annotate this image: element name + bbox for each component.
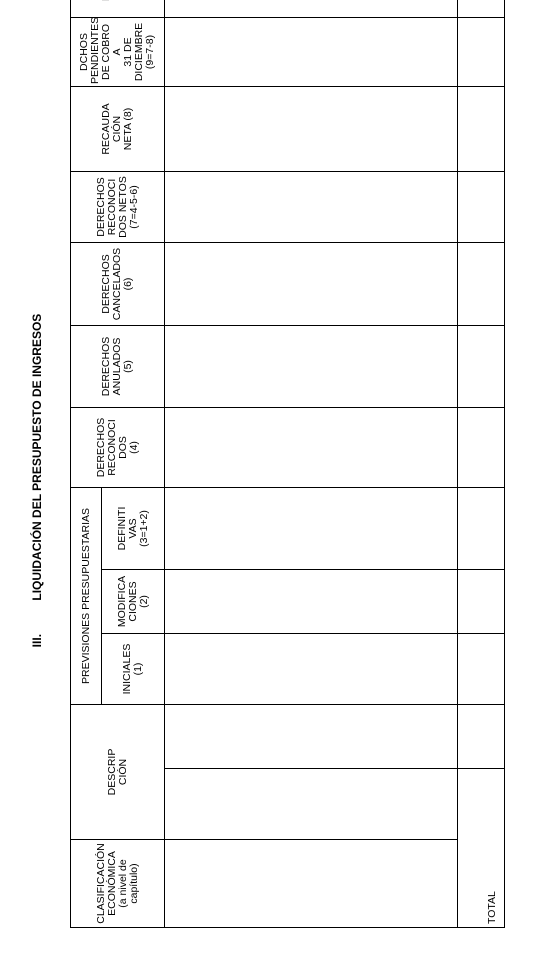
header-definitivas: DEFINITI VAS (3=1+2) bbox=[102, 488, 165, 570]
header-reconocidos-netos: DERECHOS RECONOCI DOS NETOS (7=4-5-6) bbox=[71, 172, 165, 243]
total-label: TOTAL bbox=[458, 769, 505, 928]
total-anulados bbox=[458, 326, 505, 408]
ingresos-table bbox=[70, 0, 505, 928]
header-anulados: DERECHOS ANULADOS (5) bbox=[71, 326, 165, 408]
cell-cancelados bbox=[165, 243, 458, 326]
total-recaudacion bbox=[458, 87, 505, 172]
header-clasificacion: CLASIFICACIÓN ECONÓMICA (a nivel de capítulo) bbox=[71, 840, 165, 928]
cell-pendientes bbox=[165, 18, 458, 87]
total-cancelados bbox=[458, 243, 505, 326]
cell-clasificacion bbox=[165, 840, 458, 928]
cell-exceso bbox=[165, 0, 458, 18]
header-exceso bbox=[71, 0, 165, 18]
cell-descripcion-extra bbox=[165, 705, 458, 769]
header-modificaciones: MODIFICA CIONES (2) bbox=[102, 570, 165, 634]
cell-iniciales bbox=[165, 634, 458, 705]
header-recaudacion: RECAUDA CIÓN NETA (8) bbox=[71, 87, 165, 172]
cell-descripcion bbox=[165, 769, 458, 840]
total-row bbox=[458, 0, 505, 928]
table-body-row bbox=[165, 0, 458, 928]
header-pendientes: DCHOS PENDIENTES DE COBRO A 31 DE DICIEMBRE (9=7-8) bbox=[71, 18, 165, 87]
section-title: LIQUIDACIÓN DEL PRESUPUESTO DE INGRESOS bbox=[30, 313, 44, 601]
total-reconocidos-netos bbox=[458, 172, 505, 243]
header-previsiones-group: PREVISIONES PRESUPUESTARIAS bbox=[71, 488, 102, 705]
total-definitivas bbox=[458, 488, 505, 570]
cell-recaudacion bbox=[165, 87, 458, 172]
cell-anulados bbox=[165, 326, 458, 408]
total-descripcion-extra bbox=[458, 705, 505, 769]
header-descripcion: DESCRIP CIÓN bbox=[71, 705, 165, 840]
header-reconocidos: DERECHOS RECONOCI DOS (4) bbox=[71, 408, 165, 488]
header-iniciales: INICIALES (1) bbox=[102, 634, 165, 705]
cell-reconocidos-netos bbox=[165, 172, 458, 243]
cell-definitivas bbox=[165, 488, 458, 570]
section-number: III. bbox=[30, 633, 44, 648]
total-reconocidos bbox=[458, 408, 505, 488]
header-cancelados: DERECHOS CANCELADOS (6) bbox=[71, 243, 165, 326]
cell-reconocidos bbox=[165, 408, 458, 488]
cell-modificaciones bbox=[165, 570, 458, 634]
total-pendientes bbox=[458, 18, 505, 87]
page-heading bbox=[30, 0, 44, 961]
total-iniciales bbox=[458, 634, 505, 705]
total-exceso bbox=[458, 0, 505, 18]
total-modificaciones bbox=[458, 570, 505, 634]
